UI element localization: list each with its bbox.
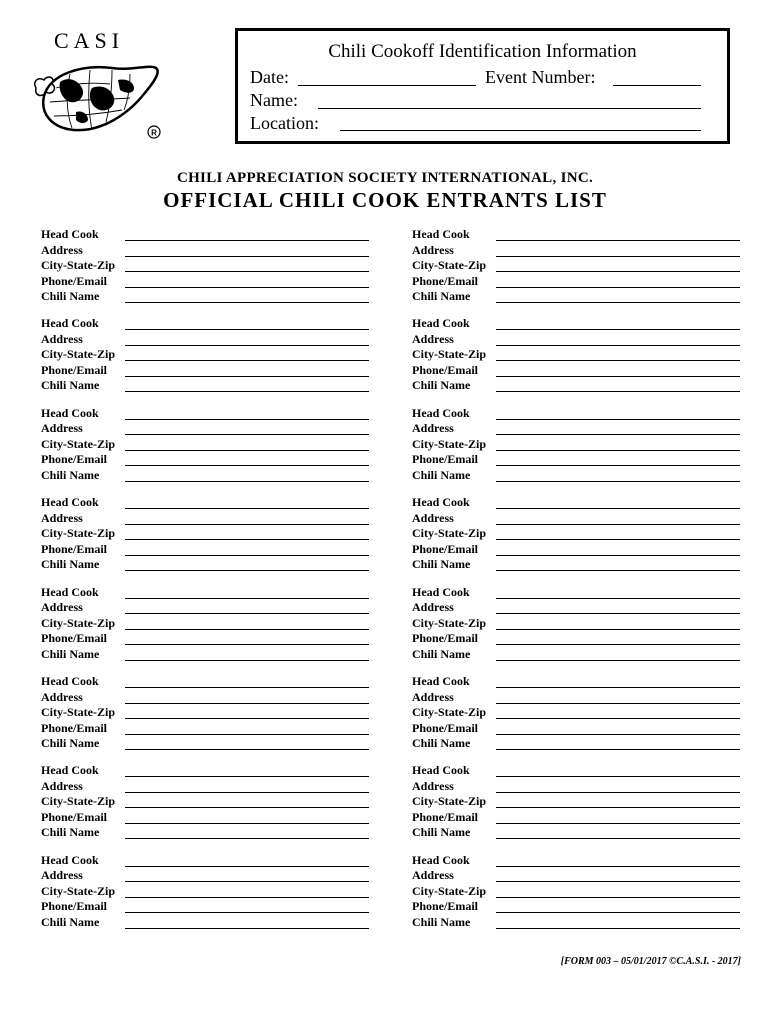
- entrant-field: [41, 468, 369, 484]
- field-input-line[interactable]: [496, 660, 740, 661]
- entrant-block: [412, 406, 740, 484]
- field-input-line[interactable]: [125, 644, 369, 645]
- field-input-line[interactable]: [496, 256, 740, 257]
- field-input-line[interactable]: [496, 465, 740, 466]
- field-input-line[interactable]: [125, 555, 369, 556]
- field-input-line[interactable]: [496, 792, 740, 793]
- field-label: Address: [412, 242, 454, 257]
- entrant-field: [41, 794, 369, 810]
- field-label: Address: [412, 421, 454, 436]
- entrant-field: [41, 437, 369, 453]
- entrant-block: [41, 853, 369, 931]
- field-input-line[interactable]: [125, 660, 369, 661]
- field-input-line[interactable]: [496, 776, 740, 777]
- field-input-line[interactable]: [125, 329, 369, 330]
- entrant-block: [41, 763, 369, 841]
- field-input-line[interactable]: [125, 598, 369, 599]
- entrant-field: [41, 690, 369, 706]
- field-input-line[interactable]: [125, 465, 369, 466]
- field-input-line[interactable]: [125, 570, 369, 571]
- entrant-field: [412, 421, 740, 437]
- field-label: City-State-Zip: [412, 883, 486, 898]
- entrant-block: [412, 316, 740, 394]
- entrant-field: [41, 810, 369, 826]
- entrant-block: [41, 495, 369, 573]
- field-input-line[interactable]: [496, 838, 740, 839]
- entrant-block: [412, 674, 740, 752]
- field-input-line[interactable]: [496, 866, 740, 867]
- field-label: Head Cook: [41, 405, 99, 420]
- field-label: Address: [41, 242, 83, 257]
- location-label: Location:: [250, 113, 319, 133]
- field-label: Head Cook: [41, 763, 99, 778]
- field-label: Address: [41, 778, 83, 793]
- field-label: City-State-Zip: [41, 347, 115, 362]
- field-label: City-State-Zip: [41, 258, 115, 272]
- entrant-field: [41, 332, 369, 348]
- entrant-field: [41, 274, 369, 290]
- field-label: Head Cook: [41, 584, 99, 599]
- event-number-label: Event Number:: [485, 67, 596, 87]
- field-label: Chili Name: [41, 646, 100, 661]
- field-input-line[interactable]: [496, 718, 740, 719]
- entrant-field: [412, 378, 740, 394]
- field-label: Head Cook: [41, 316, 99, 331]
- entrant-field: [412, 779, 740, 795]
- field-label: Head Cook: [41, 852, 99, 867]
- field-input-line[interactable]: [125, 419, 369, 420]
- entrant-block: [41, 674, 369, 752]
- field-input-line[interactable]: [496, 881, 740, 882]
- field-input-line[interactable]: [496, 302, 740, 303]
- field-input-line[interactable]: [125, 823, 369, 824]
- field-label: Phone/Email: [41, 362, 108, 377]
- name-field[interactable]: [318, 108, 701, 109]
- entrant-field: [412, 825, 740, 841]
- entrant-field: [41, 600, 369, 616]
- field-input-line[interactable]: [496, 734, 740, 735]
- field-input-line[interactable]: [125, 287, 369, 288]
- entrant-field: [41, 825, 369, 841]
- field-input-line[interactable]: [496, 481, 740, 482]
- field-label: Chili Name: [412, 289, 471, 303]
- entrant-field: [412, 557, 740, 573]
- field-input-line[interactable]: [125, 703, 369, 704]
- field-label: Address: [412, 689, 454, 704]
- field-input-line[interactable]: [125, 271, 369, 272]
- field-input-line[interactable]: [496, 287, 740, 288]
- entrant-field: [41, 452, 369, 468]
- field-label: Phone/Email: [412, 541, 479, 556]
- field-label: Address: [41, 510, 83, 525]
- field-label: Address: [412, 510, 454, 525]
- entrant-field: [412, 511, 740, 527]
- field-label: City-State-Zip: [41, 615, 115, 630]
- identification-box: [235, 28, 730, 144]
- entrant-field: [41, 243, 369, 259]
- field-label: Address: [412, 331, 454, 346]
- field-input-line[interactable]: [125, 450, 369, 451]
- field-input-line[interactable]: [496, 897, 740, 898]
- field-input-line[interactable]: [496, 644, 740, 645]
- field-input-line[interactable]: [496, 912, 740, 913]
- entrant-field: [41, 779, 369, 795]
- field-label: City-State-Zip: [412, 615, 486, 630]
- entrant-field: [412, 899, 740, 915]
- entrant-field: [41, 736, 369, 752]
- field-input-line[interactable]: [125, 256, 369, 257]
- field-input-line[interactable]: [125, 302, 369, 303]
- entrant-block: [412, 227, 740, 305]
- entrant-field: [412, 674, 740, 690]
- identification-title: Chili Cookoff Identification Information: [328, 41, 637, 62]
- entrant-block: [41, 585, 369, 663]
- logo-text: CASI: [54, 28, 125, 53]
- field-input-line[interactable]: [496, 570, 740, 571]
- entrant-block: [41, 406, 369, 484]
- entrant-field: [412, 258, 740, 274]
- entrant-field: [412, 406, 740, 422]
- field-input-line[interactable]: [496, 823, 740, 824]
- field-input-line[interactable]: [125, 524, 369, 525]
- entrant-field: [41, 616, 369, 632]
- entrant-field: [41, 347, 369, 363]
- field-label: Phone/Email: [41, 899, 108, 914]
- entrant-field: [41, 585, 369, 601]
- field-label: City-State-Zip: [41, 436, 115, 451]
- field-input-line[interactable]: [125, 629, 369, 630]
- entrant-field: [412, 600, 740, 616]
- field-label: Address: [41, 331, 83, 346]
- field-input-line[interactable]: [125, 776, 369, 777]
- entrant-field: [41, 421, 369, 437]
- entrant-field: [412, 736, 740, 752]
- field-label: Head Cook: [412, 316, 470, 331]
- location-field[interactable]: [340, 130, 701, 131]
- entrant-field: [41, 674, 369, 690]
- entrant-block: [412, 585, 740, 663]
- field-input-line[interactable]: [496, 629, 740, 630]
- organization-name: CHILI APPRECIATION SOCIETY INTERNATIONAL, INC.: [176, 170, 594, 186]
- field-input-line[interactable]: [496, 360, 740, 361]
- field-label: Chili Name: [41, 736, 100, 750]
- field-label: Phone/Email: [41, 631, 108, 646]
- entrant-field: [41, 526, 369, 542]
- name-label: Name:: [250, 90, 298, 110]
- field-label: City-State-Zip: [412, 526, 486, 541]
- entrant-field: [412, 884, 740, 900]
- field-input-line[interactable]: [496, 524, 740, 525]
- entrant-field: [41, 363, 369, 379]
- entrant-field: [41, 316, 369, 332]
- entrant-block: [412, 763, 740, 841]
- entrant-block: [412, 853, 740, 931]
- field-input-line[interactable]: [125, 687, 369, 688]
- field-input-line[interactable]: [496, 613, 740, 614]
- field-input-line[interactable]: [125, 376, 369, 377]
- field-input-line[interactable]: [125, 345, 369, 346]
- entrant-field: [41, 495, 369, 511]
- svg-text:R: R: [151, 128, 157, 138]
- entrant-field: [412, 763, 740, 779]
- field-input-line[interactable]: [496, 749, 740, 750]
- entrant-field: [41, 542, 369, 558]
- field-input-line[interactable]: [496, 240, 740, 241]
- entrant-block: [412, 495, 740, 573]
- field-input-line[interactable]: [496, 391, 740, 392]
- field-label: Head Cook: [412, 852, 470, 867]
- field-label: Phone/Email: [412, 631, 479, 646]
- entrant-field: [41, 721, 369, 737]
- field-input-line[interactable]: [496, 345, 740, 346]
- entrant-field: [412, 452, 740, 468]
- field-label: Phone/Email: [412, 273, 479, 288]
- field-input-line[interactable]: [496, 539, 740, 540]
- field-label: Phone/Email: [412, 899, 479, 914]
- field-input-line[interactable]: [496, 598, 740, 599]
- entrant-field: [41, 289, 369, 305]
- field-input-line[interactable]: [496, 376, 740, 377]
- field-label: Chili Name: [412, 378, 471, 393]
- entrant-field: [41, 868, 369, 884]
- entrant-field: [41, 258, 369, 274]
- field-label: Chili Name: [412, 646, 471, 661]
- entrant-field: [41, 511, 369, 527]
- page-title: OFFICIAL CHILI COOK ENTRANTS LIST: [163, 188, 607, 212]
- entrant-field: [41, 557, 369, 573]
- entrant-field: [41, 915, 369, 931]
- field-input-line[interactable]: [125, 481, 369, 482]
- field-label: City-State-Zip: [412, 436, 486, 451]
- entrant-field: [412, 794, 740, 810]
- field-label: Address: [41, 868, 83, 883]
- field-label: Head Cook: [412, 763, 470, 778]
- field-input-line[interactable]: [496, 555, 740, 556]
- field-input-line[interactable]: [496, 807, 740, 808]
- field-label: Address: [41, 689, 83, 704]
- date-field[interactable]: [298, 85, 476, 86]
- field-input-line[interactable]: [125, 807, 369, 808]
- field-label: Phone/Email: [41, 452, 108, 467]
- entrant-field: [412, 347, 740, 363]
- field-input-line[interactable]: [125, 838, 369, 839]
- entrant-field: [412, 647, 740, 663]
- entrant-block: [41, 316, 369, 394]
- entrant-field: [41, 227, 369, 243]
- field-input-line[interactable]: [496, 928, 740, 929]
- entrant-field: [412, 705, 740, 721]
- field-label: City-State-Zip: [412, 705, 486, 719]
- entrant-field: [412, 526, 740, 542]
- field-input-line[interactable]: [496, 329, 740, 330]
- field-label: Head Cook: [412, 227, 470, 241]
- field-label: Head Cook: [412, 405, 470, 420]
- entrant-field: [412, 542, 740, 558]
- event-number-field[interactable]: [613, 85, 701, 86]
- field-input-line[interactable]: [125, 613, 369, 614]
- field-label: Address: [41, 421, 83, 436]
- entrant-field: [412, 274, 740, 290]
- field-input-line[interactable]: [125, 508, 369, 509]
- entrant-field: [41, 853, 369, 869]
- field-input-line[interactable]: [496, 687, 740, 688]
- entrant-field: [41, 705, 369, 721]
- entrant-field: [412, 868, 740, 884]
- field-label: Chili Name: [41, 557, 100, 572]
- field-label: Chili Name: [412, 736, 471, 750]
- field-label: Address: [412, 868, 454, 883]
- field-input-line[interactable]: [496, 450, 740, 451]
- entrant-field: [412, 289, 740, 305]
- date-label: Date:: [250, 67, 289, 87]
- field-input-line[interactable]: [125, 391, 369, 392]
- field-input-line[interactable]: [125, 897, 369, 898]
- field-input-line[interactable]: [496, 434, 740, 435]
- field-label: Head Cook: [41, 674, 99, 688]
- field-input-line[interactable]: [125, 240, 369, 241]
- entrant-field: [412, 631, 740, 647]
- entrant-field: [41, 378, 369, 394]
- field-label: Phone/Email: [412, 720, 479, 735]
- field-label: Phone/Email: [412, 362, 479, 377]
- entrant-field: [412, 437, 740, 453]
- entrant-field: [412, 853, 740, 869]
- entrant-field: [412, 915, 740, 931]
- field-input-line[interactable]: [125, 434, 369, 435]
- field-input-line[interactable]: [125, 539, 369, 540]
- field-label: Chili Name: [41, 467, 100, 482]
- field-label: City-State-Zip: [41, 794, 115, 809]
- field-label: Phone/Email: [41, 720, 108, 735]
- entrant-field: [41, 899, 369, 915]
- field-label: Chili Name: [41, 289, 100, 303]
- field-label: Chili Name: [412, 557, 471, 572]
- form-footer: [FORM 003 – 05/01/2017 ©C.A.S.I. - 2017]: [560, 956, 741, 967]
- entrant-field: [412, 332, 740, 348]
- field-label: City-State-Zip: [41, 883, 115, 898]
- field-input-line[interactable]: [125, 360, 369, 361]
- field-input-line[interactable]: [496, 508, 740, 509]
- field-label: City-State-Zip: [412, 794, 486, 809]
- field-label: Head Cook: [41, 227, 99, 241]
- field-label: Chili Name: [41, 378, 100, 393]
- entrant-block: [41, 227, 369, 305]
- field-label: City-State-Zip: [412, 347, 486, 362]
- field-label: Phone/Email: [41, 273, 108, 288]
- field-label: Chili Name: [412, 914, 471, 929]
- entrant-field: [412, 243, 740, 259]
- entrant-field: [412, 616, 740, 632]
- field-label: City-State-Zip: [41, 705, 115, 719]
- field-input-line[interactable]: [125, 749, 369, 750]
- field-label: Chili Name: [41, 914, 100, 929]
- field-label: City-State-Zip: [412, 258, 486, 272]
- globe-pepper-icon: [30, 58, 165, 143]
- field-input-line[interactable]: [125, 792, 369, 793]
- field-input-line[interactable]: [125, 928, 369, 929]
- field-input-line[interactable]: [125, 866, 369, 867]
- entrant-field: [41, 631, 369, 647]
- field-label: Phone/Email: [41, 809, 108, 824]
- field-label: Head Cook: [412, 495, 470, 510]
- field-input-line[interactable]: [125, 734, 369, 735]
- field-input-line[interactable]: [496, 271, 740, 272]
- field-label: Address: [412, 778, 454, 793]
- entrant-field: [412, 585, 740, 601]
- field-input-line[interactable]: [496, 703, 740, 704]
- entrant-field: [41, 647, 369, 663]
- entrant-field: [41, 884, 369, 900]
- entrant-field: [41, 406, 369, 422]
- field-input-line[interactable]: [125, 881, 369, 882]
- field-label: Phone/Email: [41, 541, 108, 556]
- field-label: Chili Name: [412, 825, 471, 840]
- field-label: Phone/Email: [412, 452, 479, 467]
- entrant-field: [412, 495, 740, 511]
- field-label: Head Cook: [41, 495, 99, 510]
- field-label: City-State-Zip: [41, 526, 115, 541]
- entrant-field: [412, 690, 740, 706]
- field-input-line[interactable]: [496, 419, 740, 420]
- field-input-line[interactable]: [125, 718, 369, 719]
- entrant-field: [412, 363, 740, 379]
- casi-logo: [30, 28, 165, 138]
- entrant-field: [412, 810, 740, 826]
- field-label: Head Cook: [412, 584, 470, 599]
- field-label: Phone/Email: [412, 809, 479, 824]
- field-label: Chili Name: [41, 825, 100, 840]
- field-label: Address: [412, 600, 454, 615]
- entrant-field: [412, 227, 740, 243]
- field-label: Address: [41, 600, 83, 615]
- entrant-field: [41, 763, 369, 779]
- field-input-line[interactable]: [125, 912, 369, 913]
- entrant-field: [412, 721, 740, 737]
- entrant-field: [412, 468, 740, 484]
- field-label: Head Cook: [412, 674, 470, 688]
- field-label: Chili Name: [412, 467, 471, 482]
- entrant-field: [412, 316, 740, 332]
